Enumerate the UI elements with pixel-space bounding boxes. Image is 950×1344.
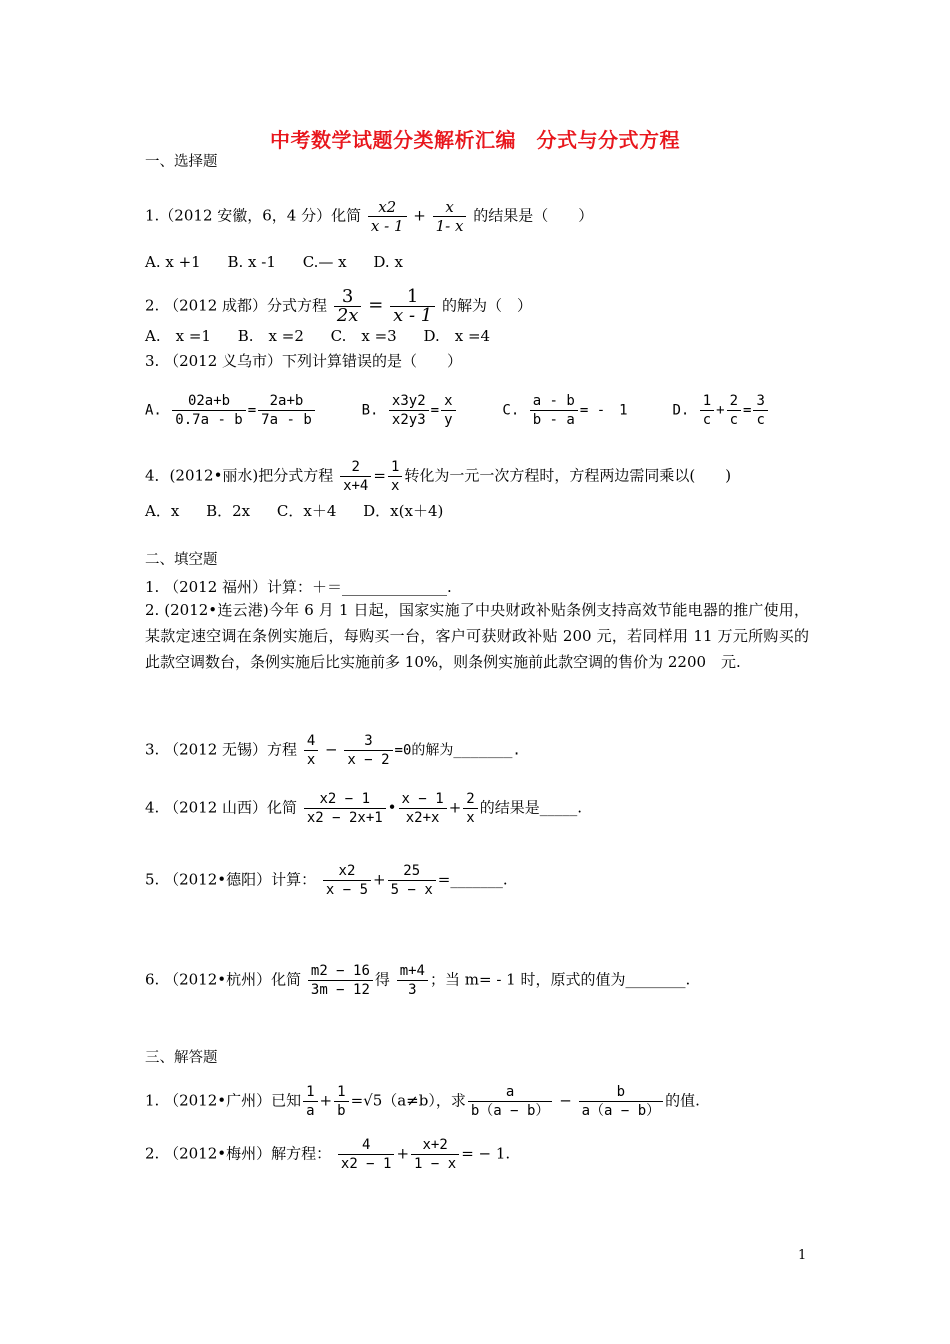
section-heading-fill: 二、填空题	[145, 552, 218, 568]
fraction: $\frac{b}{a(a - b)}$	[579, 1083, 664, 1120]
fill-question-3: 3. （2012 无锡）方程 $\frac{4}{x}$ − $\frac{3}{x - 2}$ =0的解为_______.	[145, 733, 521, 768]
fill-question-1: 1. （2012 福州）计算：＋＝______________.	[145, 578, 452, 596]
fraction: $\frac{x2 - 1}{x2 - 2x+1}$	[304, 790, 386, 827]
fraction: $\frac{1}{c}$	[700, 392, 714, 429]
fraction: $\frac{2a+b}{7a - b}$	[258, 392, 315, 429]
fraction: $\frac{3}{x - 2}$	[344, 732, 392, 769]
fraction: $\frac{a}{b(a - b)}$	[468, 1083, 553, 1120]
fraction: $\frac{x3y2}{x2y3}$	[389, 392, 429, 429]
fraction: $\frac{1}{b}$	[334, 1083, 348, 1120]
fraction: $\frac{2}{x+4}$	[340, 458, 371, 495]
fraction: $\frac{1}{x}$	[388, 458, 402, 495]
question-1: 1.（2012 安徽，6，4 分）化简 $\frac{x2}{x - 1}$ + $\frac{x}{1- x}$ 的结果是（ ）	[145, 198, 594, 235]
page-title: 中考数学试题分类解析汇编 分式与分式方程	[270, 128, 680, 152]
fill-question-2: 2. (2012•连云港)今年 6 月 1 日起，国家实施了中央财政补贴条例支持高效节能电器的推广使用，某款定速空调在条例实施后，每购买一台，客户可获财政补贴 200 元，若同样用 11 万元所购买的此款空调数台，条例实施后比实施前多 10%，则条例实施前此款空调的售价为 2200 元.	[145, 601, 809, 671]
fraction: $\frac{3}{c}$	[753, 392, 767, 429]
question-4-options: A．x B．2x C．x＋4 D．x(x＋4)	[145, 502, 444, 520]
fill-question-6: 6. （2012•杭州）化简 $\frac{m2 - 16}{3m - 12}$ 得 $\frac{m+4}{3}$ ；当 m= - 1 时，原式的值为________.	[145, 963, 691, 998]
fraction: $\frac{x2}{x - 5}$	[323, 862, 371, 899]
fraction: $\frac{3}{2x}$	[334, 288, 362, 325]
fraction: $\frac{1}{a}$	[303, 1083, 317, 1120]
question-2-options: A. x =1 B. x =2 C. x =3 D. x =4	[145, 327, 491, 345]
question-4: 4．(2012•丽水)把分式方程 $\frac{2}{x+4}$ = $\frac{1}{x}$ 转化为一元一次方程时，方程两边需同乘以( )	[145, 459, 732, 494]
fraction: $\frac{m2 - 16}{3m - 12}$	[308, 962, 373, 999]
fraction: $\frac{4}{x}$	[304, 732, 318, 769]
fraction: $\frac{1}{x - 1}$	[390, 288, 435, 325]
fraction: $\frac{4}{x2 - 1}$	[338, 1136, 395, 1173]
fraction: $\frac{2}{c}$	[727, 392, 741, 429]
fill-question-4: 4. （2012 山西）化简 $\frac{x2 - 1}{x2 - 2x+1}$ • $\frac{x - 1}{x2+x}$ + $\frac{2}{x}$ 的结果是_____.	[145, 791, 582, 826]
section-heading-solve: 三、解答题	[145, 1050, 218, 1066]
page-number: 1	[798, 1248, 807, 1263]
fraction: $\frac{a - b}{b - a}$	[530, 392, 578, 429]
fraction: $\frac{2}{x}$	[463, 790, 477, 827]
fraction: $\frac{x}{y}$	[441, 392, 455, 429]
fill-question-5: 5. （2012•德阳）计算： $\frac{x2}{x - 5}$ + $\frac{25}{5 - x}$ =_______.	[145, 863, 508, 898]
solve-question-1: 1. （2012•广州）已知 $\frac{1}{a}$ + $\frac{1}{b}$ =√5（a≠b），求 $\frac{a}{b(a - b)}$ − $\frac{b}{a(a - b)}$ 的值.	[145, 1084, 700, 1119]
fraction: $\frac{02a+b}{0.7a - b}$	[172, 392, 245, 429]
fraction: $\frac{x2}{x - 1}$	[368, 198, 407, 235]
fraction: $\frac{x - 1}{x2+x}$	[399, 790, 447, 827]
fraction: $\frac{m+4}{3}$	[397, 962, 428, 999]
question-3: 3. （2012 义乌市）下列计算错误的是（ ）	[145, 352, 463, 370]
solve-question-2: 2. （2012•梅州）解方程： $\frac{4}{x2 - 1}$ + $\frac{x+2}{1 - x}$ = − 1.	[145, 1137, 511, 1172]
fraction: $\frac{25}{5 - x}$	[388, 862, 436, 899]
question-2: 2. （2012 成都）分式方程 $\frac{3}{2x}$ = $\frac{1}{x - 1}$ 的解为（ ）	[145, 286, 533, 326]
fraction: $\frac{x+2}{1 - x}$	[411, 1136, 459, 1173]
question-3-options: A. $\frac{02a+b}{0.7a - b}$ = $\frac{2a+b}{7a - b}$ B. $\frac{x3y2}{x2y3}$ = $\frac{x}{y}$ C. $\frac{a - b}{b - a}$ = - 1 D. $\frac{1}{c}$ + $\frac{2}{c}$ = $\frac{3}{c}$	[145, 392, 770, 429]
question-1-options: A. x +1 B. x -1 C.— x D. x	[145, 253, 403, 271]
fraction: $\frac{x}{1- x}$	[433, 198, 467, 235]
section-heading-choice: 一、选择题	[145, 154, 218, 170]
